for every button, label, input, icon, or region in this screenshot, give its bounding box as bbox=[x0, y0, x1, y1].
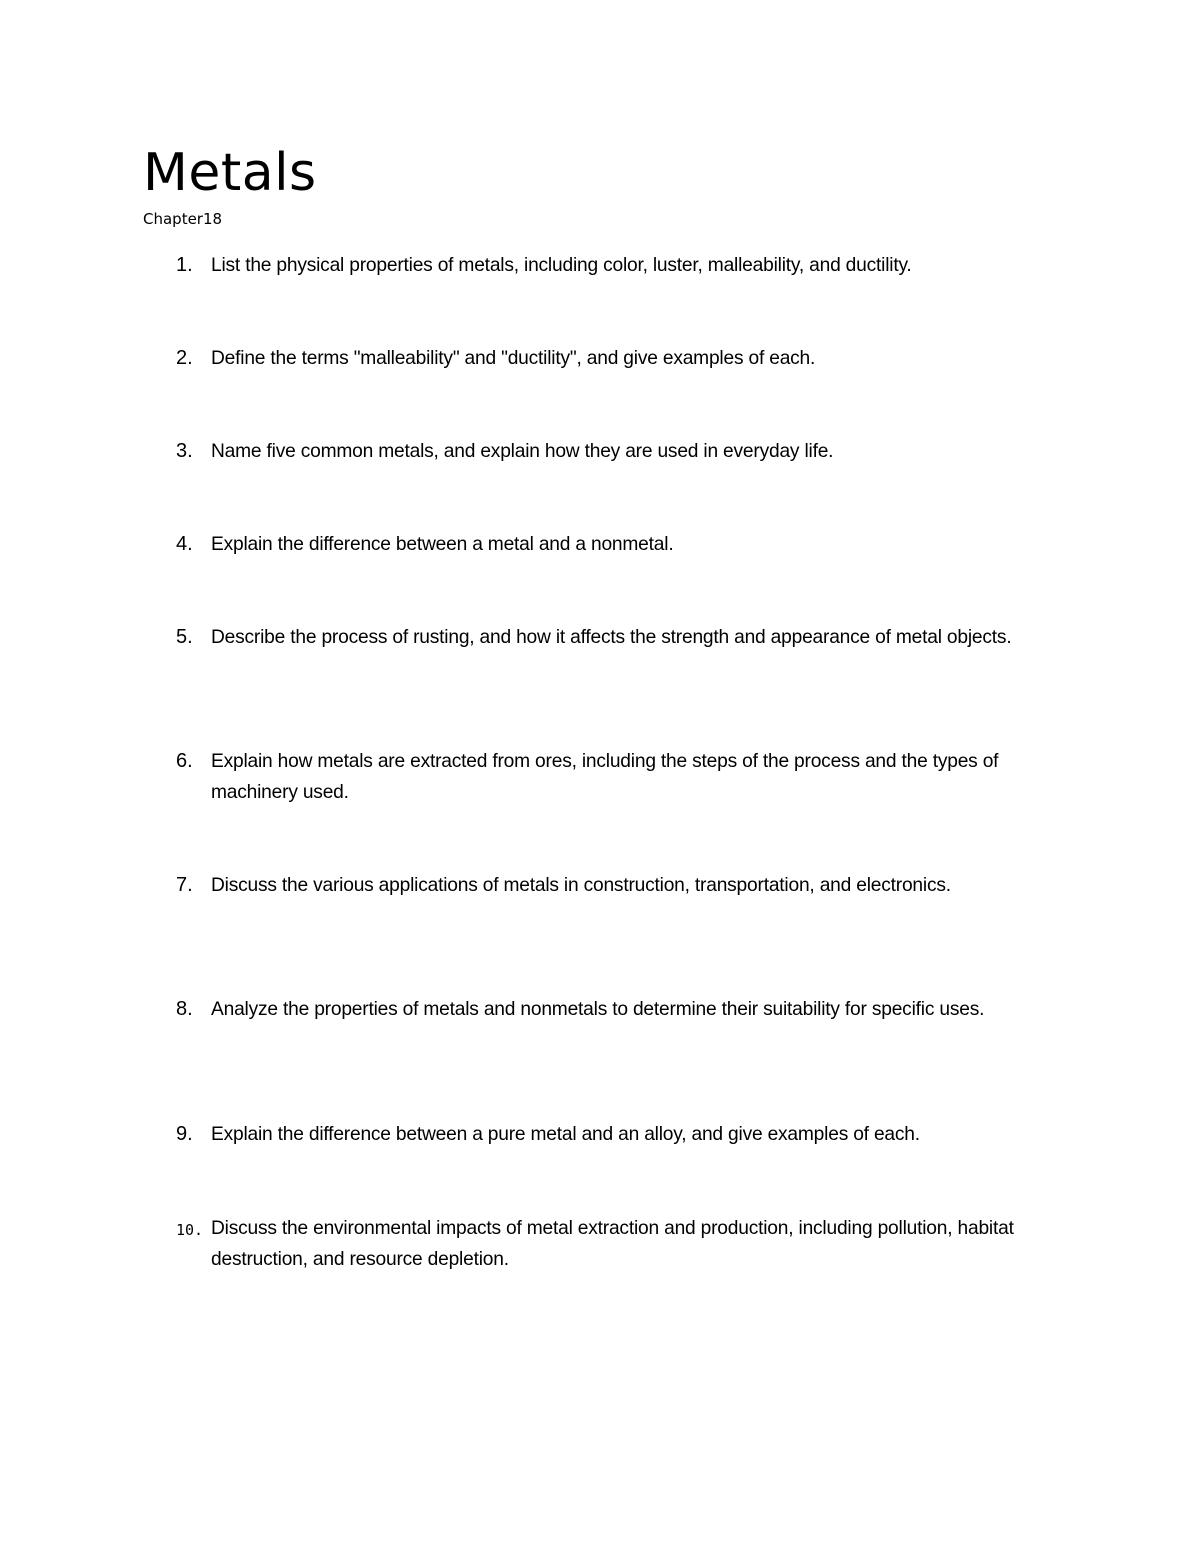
question-number: 5. bbox=[176, 626, 193, 648]
question-number: 8. bbox=[176, 998, 193, 1020]
page-title: Metals bbox=[143, 143, 317, 203]
question-text: Name five common metals, and explain how they are used in everyday life. bbox=[211, 441, 834, 462]
question-text: List the physical properties of metals, including color, luster, malleability, and ductility. bbox=[211, 255, 912, 276]
question-text: Analyze the properties of metals and nonmetals to determine their suitability for specific uses. bbox=[211, 999, 985, 1020]
question-number: 6. bbox=[176, 750, 193, 772]
question-text: Explain the difference between a pure metal and an alloy, and give examples of each. bbox=[211, 1124, 920, 1145]
question-number: 2. bbox=[176, 347, 193, 369]
question-number: 10. bbox=[176, 1221, 204, 1239]
question-text: Explain how metals are extracted from ores, including the steps of the process and the types of machinery used. bbox=[211, 751, 999, 803]
question-text: Describe the process of rusting, and how it affects the strength and appearance of metal objects. bbox=[211, 627, 1012, 648]
question-text: Define the terms "malleability" and "ductility", and give examples of each. bbox=[211, 348, 816, 369]
question-number: 7. bbox=[176, 874, 193, 896]
question-number: 1. bbox=[176, 254, 193, 276]
question-number: 9. bbox=[176, 1123, 193, 1145]
question-number: 3. bbox=[176, 440, 193, 462]
question-number: 4. bbox=[176, 533, 193, 555]
question-text: Discuss the various applications of metals in construction, transportation, and electronics. bbox=[211, 875, 951, 896]
question-text: Discuss the environmental impacts of metal extraction and production, including pollution, habitat destruction, and resource depletion. bbox=[211, 1218, 1014, 1270]
question-text: Explain the difference between a metal and a nonmetal. bbox=[211, 534, 674, 555]
chapter-label: Chapter18 bbox=[143, 210, 223, 228]
